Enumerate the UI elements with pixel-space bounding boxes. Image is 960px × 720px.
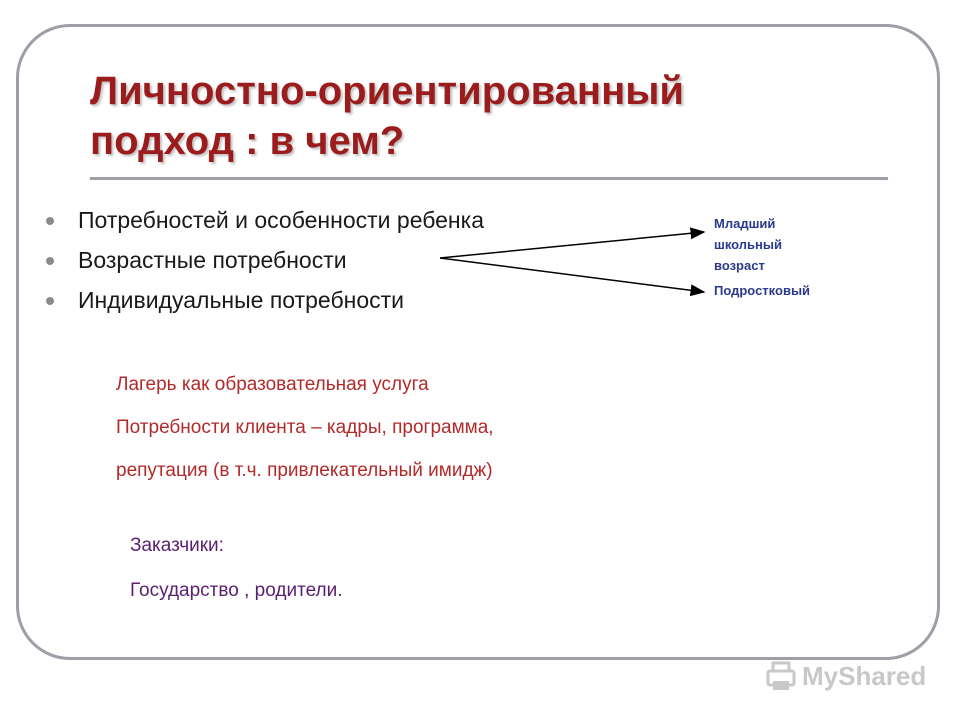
bullet-text: Возрастные потребности (78, 247, 347, 273)
title-line-2: подход : в чем? (90, 119, 405, 163)
watermark-text: MyShared (802, 660, 927, 691)
customers-block (130, 523, 342, 613)
title-line-1: Личностно-ориентированный (90, 69, 684, 113)
arrow-to-younger (440, 232, 704, 258)
customers-label: Заказчики: (130, 535, 224, 556)
camp-line: Потребности клиента – кадры, программа, (116, 417, 494, 438)
bullet-text: Потребностей и особенности ребенка (78, 207, 484, 233)
age-note-line: Младший (714, 216, 776, 231)
watermark (764, 656, 926, 696)
age-note-line: школьный (714, 237, 782, 252)
age-note-younger (714, 213, 782, 276)
arrow-to-teen (440, 258, 704, 292)
age-note-teen: Подростковый (714, 283, 811, 298)
camp-line: репутация (в т.ч. привлекательный имидж) (116, 460, 493, 481)
age-note-line: возраст (714, 258, 765, 273)
camp-line: Лагерь как образовательная услуга (116, 374, 429, 395)
customers-list: Государство , родители. (130, 580, 343, 601)
printer-logo-icon (764, 659, 798, 693)
camp-service-block (116, 363, 494, 492)
bullet-text: Индивидуальные потребности (78, 287, 404, 313)
